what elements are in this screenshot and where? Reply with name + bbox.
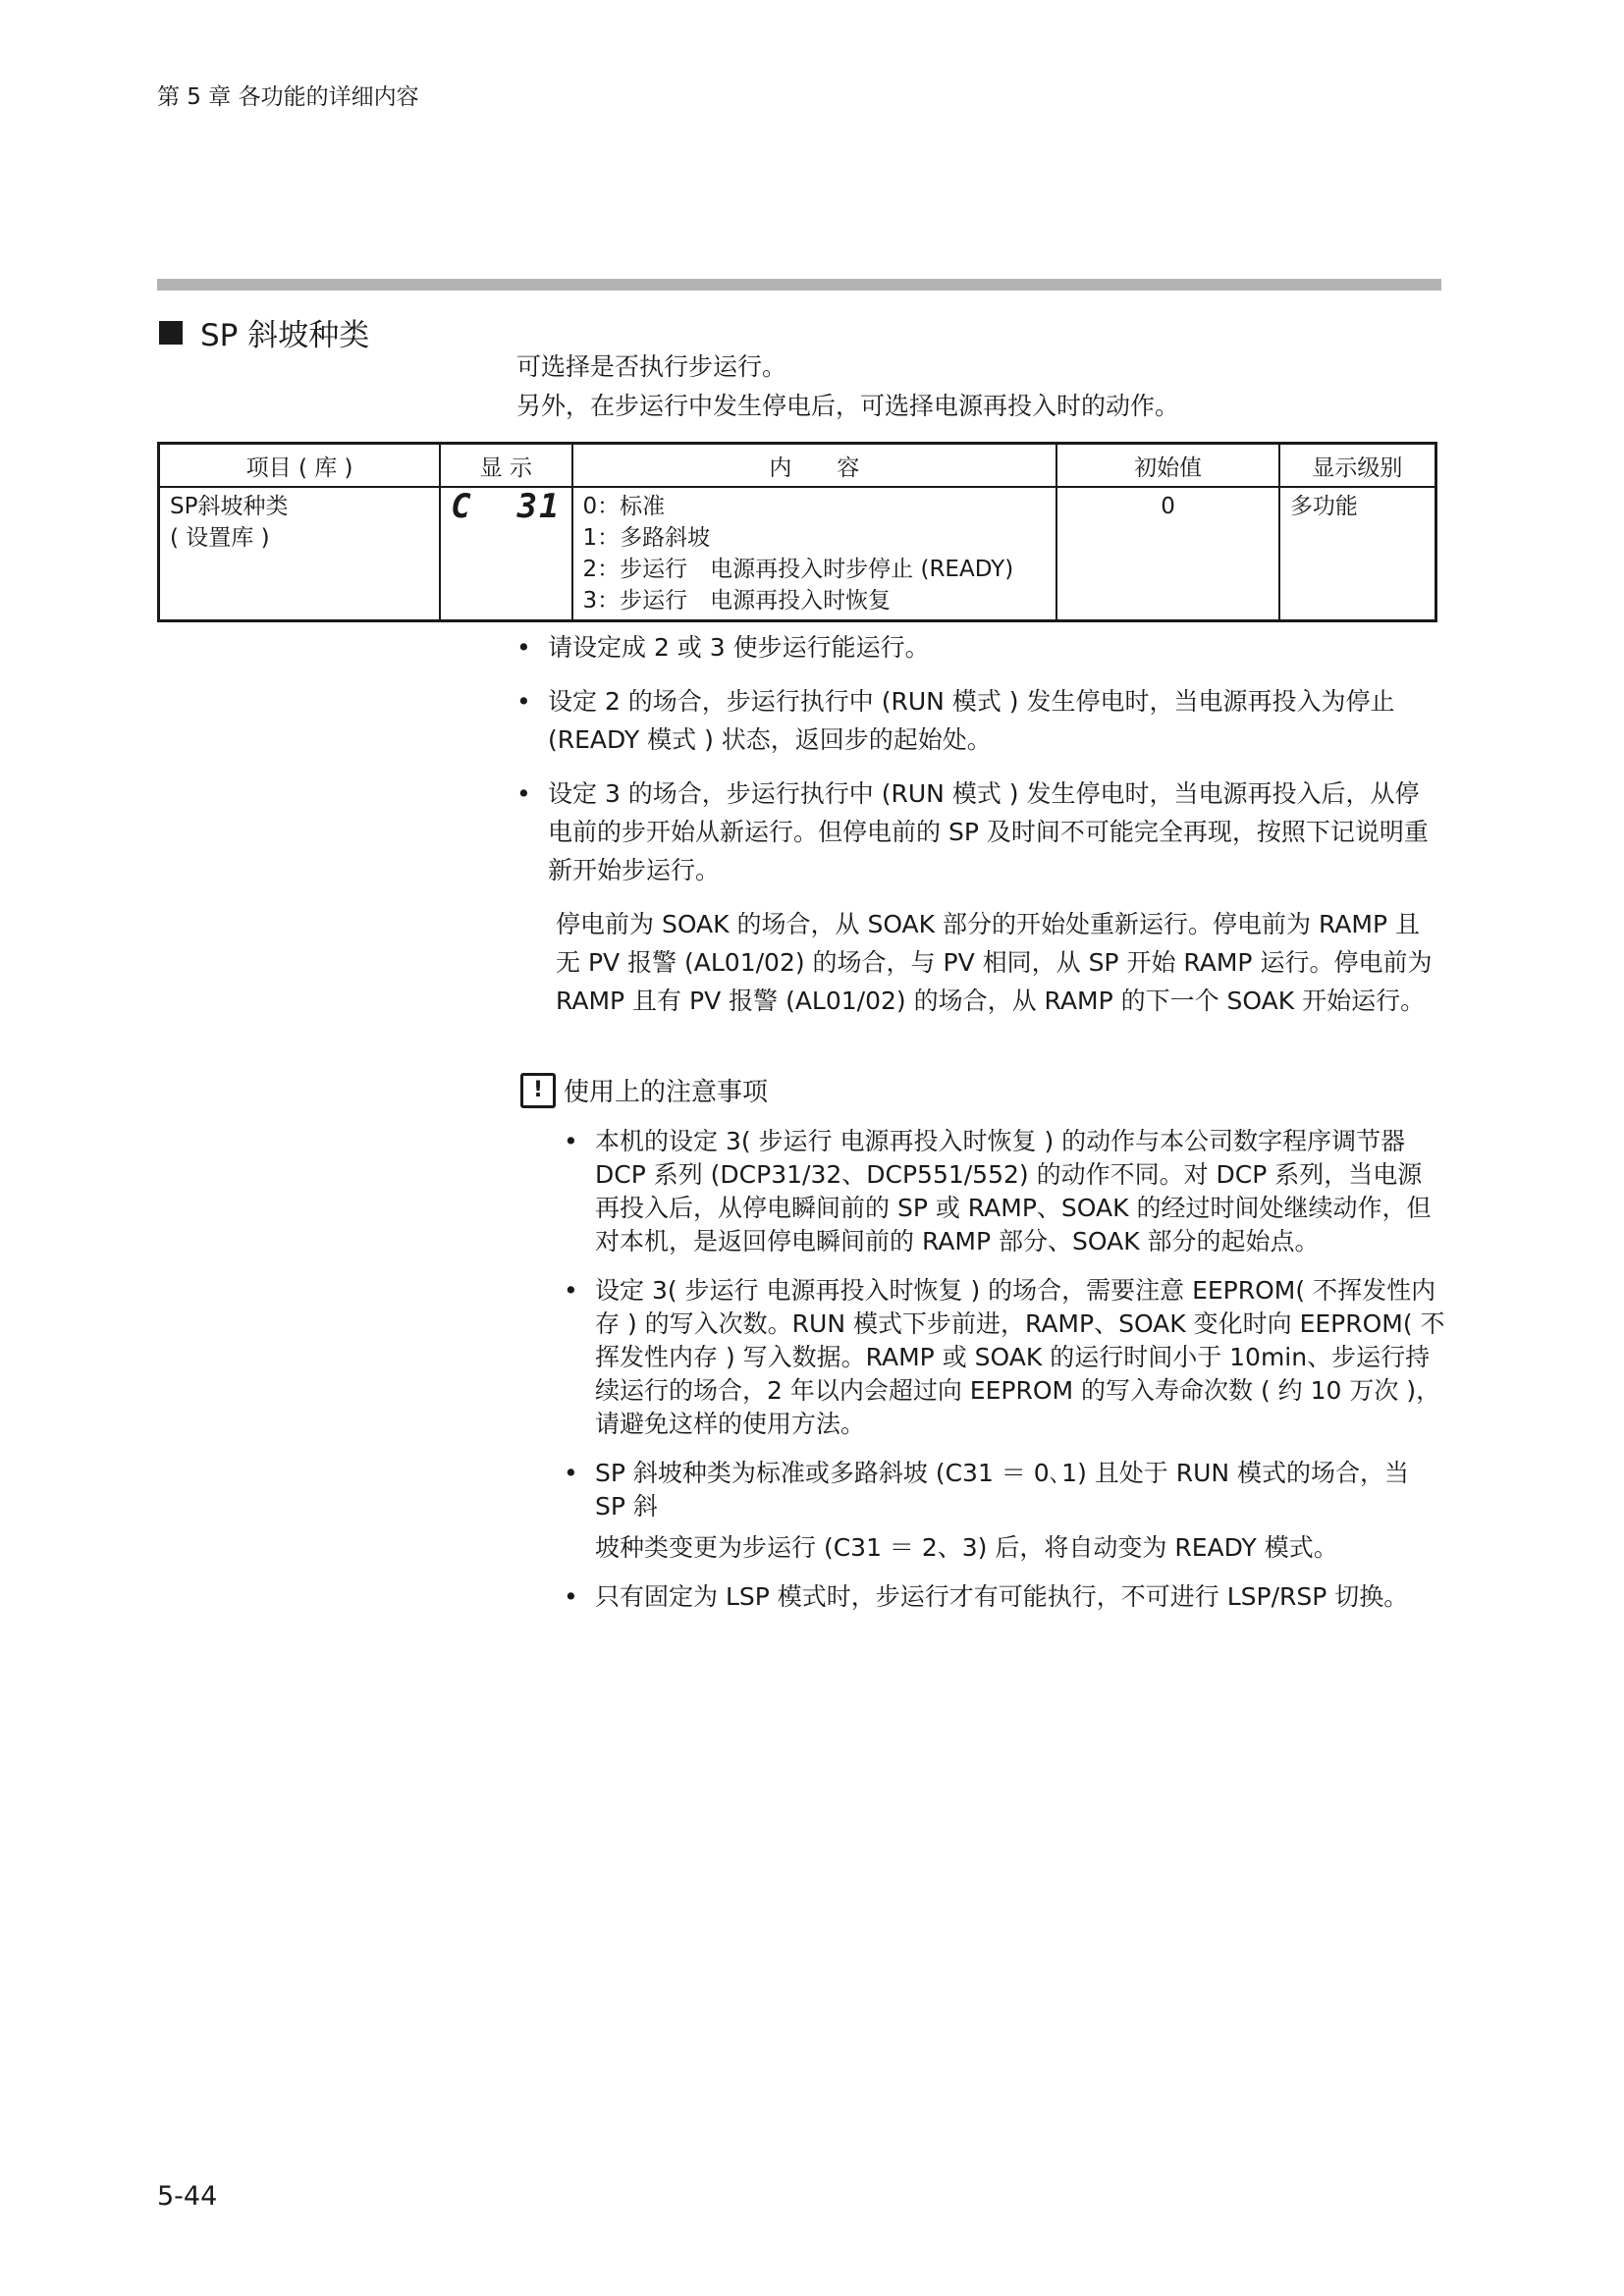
cell-content: [572, 487, 1057, 621]
bullet-icon: •: [564, 1459, 578, 1487]
cell-display: [440, 487, 571, 621]
bullet-icon: •: [516, 687, 531, 716]
table-header-row: [159, 444, 1436, 488]
bullet-icon: •: [564, 1276, 578, 1305]
intro-text: [516, 347, 1179, 426]
seven-segment-display: C 31: [451, 487, 562, 526]
caution-heading: [520, 1072, 768, 1108]
content-option: 1：多路斜坡: [582, 525, 711, 551]
item-bank: ( 设置库 ): [170, 525, 270, 551]
content-option: 3：步运行 电源再投入时恢复: [582, 588, 892, 614]
caution-text: 设定 3( 步运行 电源再投入时恢复 ) 的场合，需要注意 EEPROM( 不挥发性内存 ) 的写入次数。RUN 模式下步前进，RAMP、SOAK 变化时向 EEPROM( 不挥发性内存 ) 写入数据。RAMP 或 SOAK 的运行时间小于 10min、步运行持续运行的场合，2 年以内会超过向 EEPROM 的写入寿命次数 ( 约 10 万次 )，请避免这样的使用方法。: [595, 1276, 1445, 1438]
caution-text: 只有固定为 LSP 模式时，步运行才有可能执行，不可进行 LSP/RSP 切换。: [595, 1582, 1409, 1611]
bullet-icon: •: [516, 779, 531, 808]
note-item: [511, 682, 1443, 759]
cell-level: 多功能: [1279, 487, 1436, 621]
intro-line: 可选择是否执行步运行。: [516, 352, 787, 381]
caution-continuation: 坡种类变更为步运行 (C31 ＝ 2、3) 后，将自动变为 READY 模式。: [595, 1533, 1338, 1562]
cell-default: 0: [1056, 487, 1279, 621]
section-title: [159, 310, 369, 354]
header-content: 内 容: [572, 444, 1057, 488]
caution-item: [556, 1457, 1445, 1523]
caution-list: [556, 1125, 1445, 1629]
notes-block: [511, 628, 1443, 1041]
content-option: 2：步运行 电源再投入时步停止 (READY): [582, 557, 1014, 582]
caution-item: [556, 1125, 1445, 1258]
note-item: [511, 774, 1443, 889]
caution-text: 本机的设定 3( 步运行 电源再投入时恢复 ) 的动作与本公司数字程序调节器 DCP 系列 (DCP31/32、DCP551/552) 的动作不同。对 DCP 系列，当电源再投入后，从停电瞬间前的 SP 或 RAMP、SOAK 的经过时间处继续动作，但对本机，是返回停电瞬间前的 RAMP 部分、SOAK 部分的起始点。: [595, 1127, 1432, 1255]
bullet-icon: •: [516, 633, 531, 662]
note-detail: 停电前为 SOAK 的场合，从 SOAK 部分的开始处重新运行。停电前为 RAMP 且无 PV 报警 (AL01/02) 的场合，与 PV 相同，从 SP 开始 RAMP 运行。停电前为 RAMP 且有 PV 报警 (AL01/02) 的场合，从 RAMP 的下一个 SOAK 开始运行。: [556, 910, 1433, 1015]
note-item: [511, 628, 1443, 667]
intro-line: 另外，在步运行中发生停电后，可选择电源再投入时的动作。: [516, 392, 1180, 420]
page-number: 5-44: [157, 2181, 218, 2212]
note-text: 设定 2 的场合，步运行执行中 (RUN 模式 ) 发生停电时，当电源再投入为停止 (READY 模式 ) 状态，返回步的起始处。: [548, 687, 1395, 754]
section-title-text: SP 斜坡种类: [200, 318, 370, 353]
item-name: SP斜坡种类: [170, 494, 289, 519]
note-text: 请设定成 2 或 3 使步运行能运行。: [548, 633, 930, 662]
bullet-icon: •: [564, 1582, 578, 1611]
chapter-header: 第 5 章 各功能的详细内容: [157, 84, 419, 110]
caution-item: [556, 1580, 1445, 1614]
header-default: 初始值: [1056, 444, 1279, 488]
table-row: [159, 487, 1436, 621]
caution-text: SP 斜坡种类为标准或多路斜坡 (C31 ＝ 0､1) 且处于 RUN 模式的场合，当 SP 斜: [595, 1459, 1410, 1521]
cell-item: [159, 487, 441, 621]
parameter-table: [157, 442, 1437, 622]
section-divider: [157, 279, 1441, 291]
header-level: 显示级别: [1279, 444, 1436, 488]
header-display: 显 示: [440, 444, 571, 488]
caution-icon: !: [520, 1073, 556, 1108]
header-item: 项目 ( 库 ): [159, 444, 441, 488]
caution-title: 使用上的注意事项: [564, 1078, 769, 1107]
square-bullet-icon: [159, 321, 183, 345]
caution-item: [556, 1274, 1445, 1441]
note-text: 设定 3 的场合，步运行执行中 (RUN 模式 ) 发生停电时，当电源再投入后，从停电前的步开始从新运行。但停电前的 SP 及时间不可能完全再现，按照下记说明重新开始步运行。: [548, 779, 1429, 884]
bullet-icon: •: [564, 1127, 578, 1155]
content-option: 0：标准: [582, 494, 666, 519]
